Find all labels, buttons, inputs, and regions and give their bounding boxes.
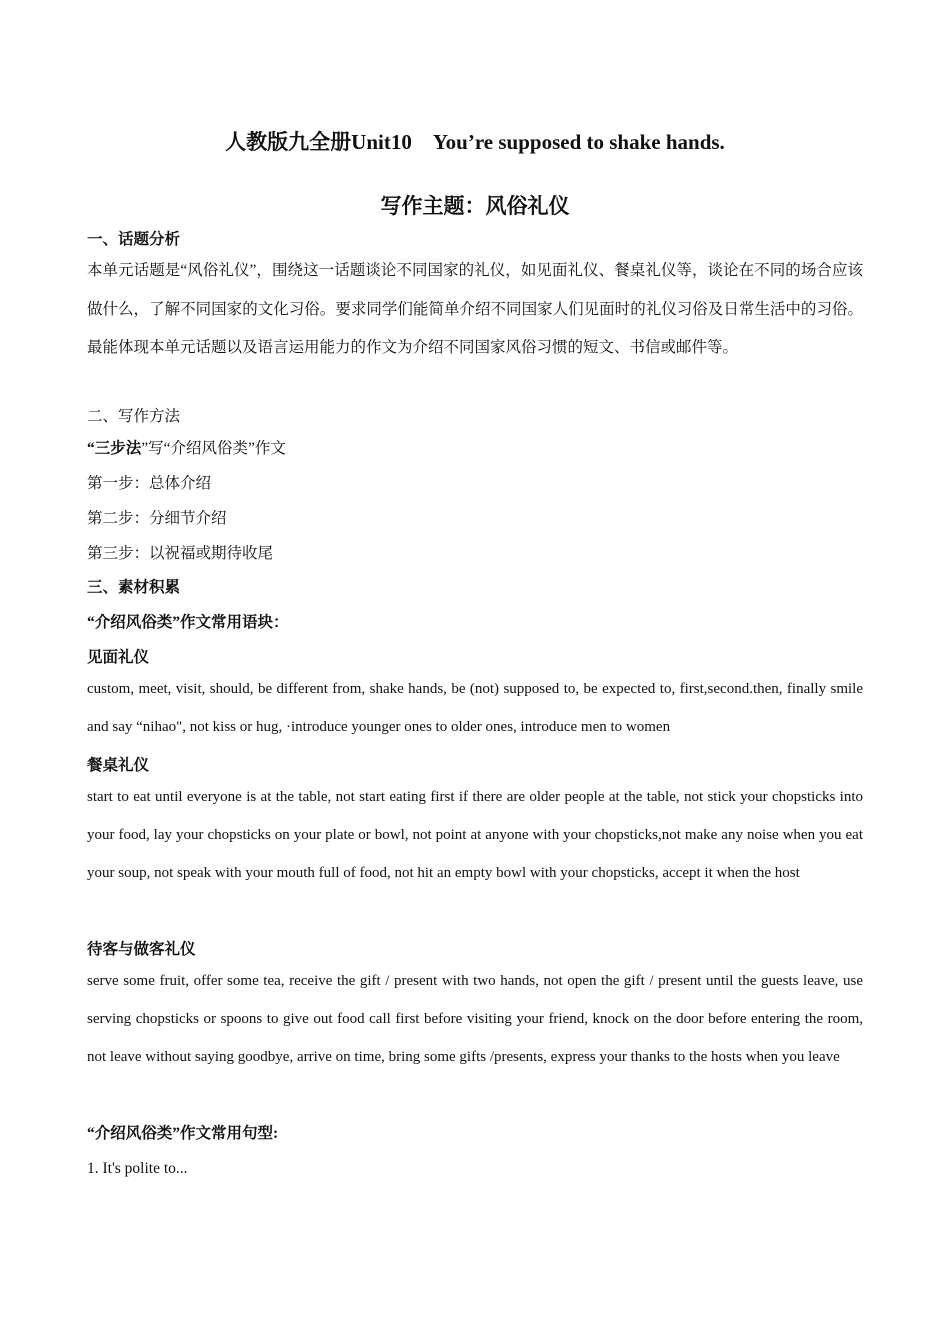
- sentences-heading: “介绍风俗类”作文常用句型:: [87, 1125, 279, 1142]
- section-sentence-patterns: [87, 1122, 863, 1181]
- section-writing-method: [87, 405, 863, 566]
- document-title: 人教版九全册Unit10 You’re supposed to shake hands.: [225, 130, 725, 154]
- section-paragraph: 本单元话题是“风俗礼仪”，围绕这一话题谈论不同国家的礼仪，如见面礼仪、餐桌礼仪等，谈论在不同的场合应该做什么，了解不同国家的文化习俗。要求同学们能简单介绍不同国家人们见面时的礼仪习俗及日常生活中的习俗。最能体现本单元话题以及语言运用能力的作文为介绍不同国家风俗习惯的短文、书信或邮件等。: [87, 262, 863, 356]
- step-item: 第一步：总体介绍: [87, 475, 212, 492]
- meeting-heading: 见面礼仪: [87, 649, 150, 666]
- section-heading: 二、写作方法: [87, 408, 181, 425]
- section-topic-analysis: [87, 228, 863, 368]
- section-heading: 一、话题分析: [87, 231, 181, 248]
- section-heading: 三、素材积累: [87, 579, 181, 596]
- document-subtitle: 写作主题：风俗礼仪: [380, 194, 570, 218]
- table-body: start to eat until everyone is at the table, not start eating first if there are older people at the table, not stick your chopsticks into your food, lay your chopsticks on your plate or bowl, not point at anyone with your chopsticks,not make any noise when you eat your soup, not speak with your mouth full of food, not hit an empty bowl with your chopsticks, accept it when the host: [87, 789, 863, 881]
- method-rest: ”写“介绍风俗类”作文: [141, 440, 286, 457]
- method-line: [87, 437, 863, 461]
- method-bold: “三步法: [87, 440, 142, 457]
- hosting-heading: 待客与做客礼仪: [87, 941, 196, 958]
- meeting-body: custom, meet, visit, should, be different from, shake hands, be (not) supposed to, be expected to, first,second.then, finally smile and say “nihao", not kiss or hug, ·introduce younger ones to older ones, introduce men to women: [87, 681, 863, 735]
- hosting-body: serve some fruit, offer some tea, receive the gift / present with two hands, not open the gift / present until the guests leave, use serving chopsticks or spoons to give out food call first before visiting your friend, knock on the door before entering the room, not leave without saying goodbye, arrive on time, bring some gifts /presents, express your thanks to the hosts when you leave: [87, 973, 863, 1065]
- step-item: 第三步：以祝福或期待收尾: [87, 545, 274, 562]
- chunks-heading: “介绍风俗类”作文常用语块：: [87, 614, 289, 631]
- step-item: 第二步：分细节介绍: [87, 510, 227, 527]
- table-heading: 餐桌礼仪: [87, 757, 150, 774]
- section-table-etiquette: [87, 754, 863, 892]
- section-materials: [87, 576, 863, 746]
- section-hosting-etiquette: [87, 938, 863, 1076]
- sentence-item: 1. It's polite to...: [87, 1160, 188, 1177]
